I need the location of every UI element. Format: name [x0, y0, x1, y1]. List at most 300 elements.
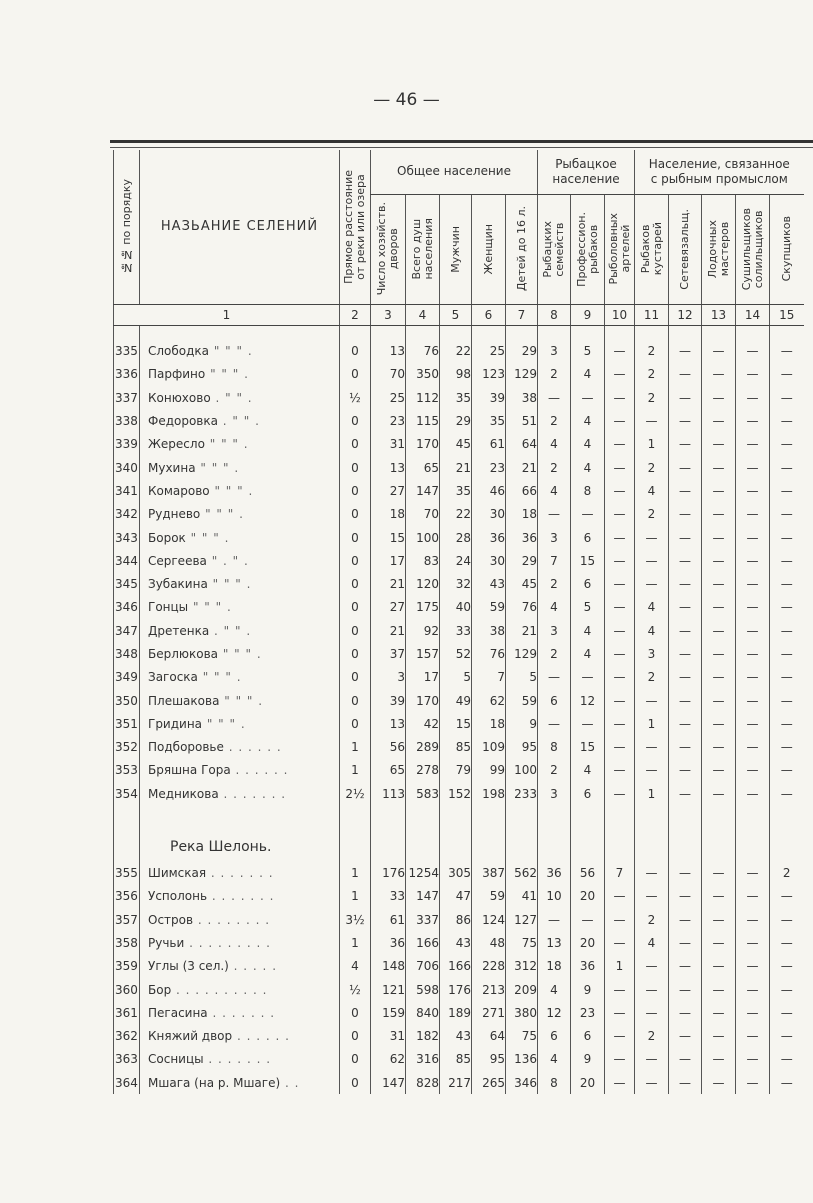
cell-value: —: [571, 666, 605, 689]
cell-value: 147: [406, 479, 440, 502]
table-row: [114, 596, 804, 619]
cell-value: 147: [371, 1071, 406, 1094]
row-number: 356: [114, 885, 140, 908]
leader-dots: . . . . . . .: [218, 786, 287, 801]
cell-value: 4: [538, 978, 571, 1001]
cell-value: 48: [472, 931, 506, 954]
cell-value: 21: [506, 619, 538, 642]
cell-value: 7: [472, 666, 506, 689]
table-row: [114, 363, 804, 386]
cell-value: 76: [472, 642, 506, 665]
header-women: Женщин: [472, 194, 506, 304]
cell-value: 1254: [406, 861, 440, 884]
cell-value: 1: [340, 736, 371, 759]
cell-value: 5: [506, 666, 538, 689]
cell-value: —: [770, 619, 804, 642]
cell-value: 2: [635, 363, 669, 386]
cell-value: —: [635, 736, 669, 759]
header-group-total: Общее население: [371, 150, 538, 194]
settlement-name: [140, 619, 340, 642]
cell-value: 18: [371, 503, 406, 526]
cell-value: 1: [635, 712, 669, 735]
header-professional: Професcион. рыбаков: [571, 194, 605, 304]
cell-value: —: [702, 885, 736, 908]
settlement-name-text: Медникова: [148, 786, 219, 801]
cell-value: 20: [571, 1071, 605, 1094]
cell-value: 100: [406, 526, 440, 549]
header-name: НАЗЬАНИЕ СЕЛЕНИЙ: [140, 150, 340, 304]
cell-value: 95: [506, 736, 538, 759]
cell-value: 380: [506, 1001, 538, 1024]
column-number: 8: [538, 304, 571, 325]
cell-value: 27: [371, 596, 406, 619]
table-row: [114, 782, 804, 805]
cell-value: —: [702, 736, 736, 759]
cell-value: —: [538, 712, 571, 735]
leader-dots: " " " .: [197, 670, 242, 685]
cell-value: —: [605, 503, 635, 526]
cell-value: 12: [571, 689, 605, 712]
settlement-name: [140, 689, 340, 712]
leader-dots: . . . . . . .: [207, 889, 275, 904]
cell-value: 13: [371, 340, 406, 363]
cell-value: 9: [571, 978, 605, 1001]
cell-value: —: [702, 1001, 736, 1024]
leader-dots: " " " .: [188, 600, 232, 615]
settlement-name: [140, 978, 340, 1001]
cell-value: 583: [406, 782, 440, 805]
cell-value: —: [605, 1048, 635, 1071]
cell-value: —: [605, 666, 635, 689]
table-row: [114, 666, 804, 689]
cell-value: 21: [440, 456, 472, 479]
settlement-name: [140, 955, 340, 978]
table-body: [114, 325, 804, 1094]
cell-value: —: [635, 549, 669, 572]
cell-value: 6: [571, 782, 605, 805]
cell-value: 4: [635, 931, 669, 954]
row-number: 337: [114, 386, 140, 409]
settlement-name: [140, 363, 340, 386]
cell-value: —: [605, 736, 635, 759]
spacer-row: [114, 325, 804, 340]
cell-value: 70: [371, 363, 406, 386]
cell-value: 6: [538, 689, 571, 712]
leader-dots: " " " .: [200, 507, 244, 522]
row-number: 355: [114, 861, 140, 884]
cell-value: 0: [340, 456, 371, 479]
cell-value: 17: [371, 549, 406, 572]
cell-value: —: [605, 689, 635, 712]
cell-value: 8: [538, 1071, 571, 1094]
cell-value: —: [736, 736, 770, 759]
cell-value: —: [770, 479, 804, 502]
header-order: №№ по порядку: [114, 150, 140, 304]
cell-value: 92: [406, 619, 440, 642]
cell-value: 43: [472, 572, 506, 595]
cell-value: 4: [538, 479, 571, 502]
cell-value: —: [702, 759, 736, 782]
leader-dots: . . . . . . .: [207, 1005, 276, 1020]
column-number: 6: [472, 304, 506, 325]
row-number: 363: [114, 1048, 140, 1071]
cell-value: —: [770, 1025, 804, 1048]
settlement-name: [140, 479, 340, 502]
row-number: 349: [114, 666, 140, 689]
settlements-table: [113, 150, 804, 1094]
row-number: 338: [114, 409, 140, 432]
settlement-name: [140, 885, 340, 908]
cell-value: —: [736, 712, 770, 735]
cell-value: —: [770, 456, 804, 479]
cell-value: 23: [371, 409, 406, 432]
cell-value: 2: [635, 340, 669, 363]
cell-value: 4: [538, 596, 571, 619]
cell-value: —: [736, 861, 770, 884]
leader-dots: " " " .: [209, 483, 254, 498]
cell-value: 35: [440, 479, 472, 502]
row-number: 353: [114, 759, 140, 782]
table-row: [114, 861, 804, 884]
cell-value: —: [605, 931, 635, 954]
cell-value: —: [571, 712, 605, 735]
cell-value: 64: [472, 1025, 506, 1048]
cell-value: 20: [571, 885, 605, 908]
cell-value: 129: [506, 363, 538, 386]
cell-value: —: [605, 596, 635, 619]
cell-value: 316: [406, 1048, 440, 1071]
cell-value: 32: [440, 572, 472, 595]
section-row: [114, 805, 804, 861]
cell-value: —: [702, 642, 736, 665]
settlement-name-text: Остров: [148, 912, 194, 927]
cell-value: 45: [440, 433, 472, 456]
cell-value: 4: [571, 363, 605, 386]
cell-value: —: [770, 433, 804, 456]
cell-value: —: [702, 978, 736, 1001]
leader-dots: . " " .: [210, 390, 253, 405]
cell-value: 840: [406, 1001, 440, 1024]
cell-value: —: [605, 908, 635, 931]
cell-value: 4: [340, 955, 371, 978]
cell-value: 706: [406, 955, 440, 978]
settlement-name: [140, 409, 340, 432]
table-row: [114, 642, 804, 665]
cell-value: 4: [571, 619, 605, 642]
cell-value: 36: [506, 526, 538, 549]
column-number: 11: [635, 304, 669, 325]
settlement-name-text: Мшага (на р. Мшаге): [148, 1075, 281, 1090]
cell-value: —: [669, 619, 702, 642]
row-number: 350: [114, 689, 140, 712]
cell-value: 176: [371, 861, 406, 884]
cell-value: 120: [406, 572, 440, 595]
cell-value: 152: [440, 782, 472, 805]
cell-value: 35: [472, 409, 506, 432]
cell-value: —: [736, 1001, 770, 1024]
table-row: [114, 1071, 804, 1094]
cell-value: —: [538, 503, 571, 526]
settlement-name-text: Гонцы: [148, 600, 189, 615]
cell-value: 30: [472, 549, 506, 572]
settlement-name: [140, 456, 340, 479]
cell-value: 213: [472, 978, 506, 1001]
row-number: 340: [114, 456, 140, 479]
table-row: [114, 433, 804, 456]
cell-value: 0: [340, 666, 371, 689]
settlement-name-text: Дретенка: [148, 623, 210, 638]
cell-value: —: [702, 689, 736, 712]
cell-value: 2: [538, 642, 571, 665]
table-row: [114, 736, 804, 759]
cell-value: 265: [472, 1071, 506, 1094]
leader-dots: . . . . . .: [230, 763, 289, 778]
settlement-name-text: Бряшна Гора: [148, 763, 231, 778]
cell-value: 15: [571, 549, 605, 572]
cell-value: 337: [406, 908, 440, 931]
row-number: 352: [114, 736, 140, 759]
cell-value: 176: [440, 978, 472, 1001]
cell-value: 25: [371, 386, 406, 409]
cell-value: 59: [506, 689, 538, 712]
cell-value: 2: [635, 908, 669, 931]
column-number: 14: [736, 304, 770, 325]
cell-value: 3: [371, 666, 406, 689]
cell-value: 31: [371, 433, 406, 456]
cell-value: 49: [440, 689, 472, 712]
cell-value: 2: [538, 456, 571, 479]
cell-value: 33: [440, 619, 472, 642]
settlement-name: [140, 572, 340, 595]
cell-value: —: [736, 479, 770, 502]
cell-value: 47: [440, 885, 472, 908]
cell-value: 1: [340, 931, 371, 954]
cell-value: —: [635, 885, 669, 908]
cell-value: —: [702, 386, 736, 409]
cell-value: —: [605, 619, 635, 642]
settlement-name-text: Жересло: [148, 437, 205, 452]
cell-value: 65: [371, 759, 406, 782]
cell-value: 271: [472, 1001, 506, 1024]
cell-value: —: [605, 526, 635, 549]
cell-value: 3: [538, 526, 571, 549]
column-number-row: [114, 304, 804, 325]
cell-value: —: [770, 955, 804, 978]
row-number: 347: [114, 619, 140, 642]
cell-value: 0: [340, 503, 371, 526]
cell-value: 8: [571, 479, 605, 502]
cell-value: —: [669, 1071, 702, 1094]
cell-value: —: [669, 736, 702, 759]
cell-value: 51: [506, 409, 538, 432]
cell-value: 2: [635, 1025, 669, 1048]
settlement-name-text: Шимская: [148, 866, 207, 881]
cell-value: 2: [770, 861, 804, 884]
cell-value: —: [736, 666, 770, 689]
cell-value: —: [702, 526, 736, 549]
cell-value: 43: [440, 931, 472, 954]
cell-value: 0: [340, 409, 371, 432]
row-number: 354: [114, 782, 140, 805]
cell-value: 278: [406, 759, 440, 782]
cell-value: —: [736, 549, 770, 572]
cell-value: —: [736, 572, 770, 595]
cell-value: 0: [340, 712, 371, 735]
cell-value: —: [669, 386, 702, 409]
cell-value: 21: [371, 572, 406, 595]
cell-value: —: [770, 908, 804, 931]
cell-value: 6: [538, 1025, 571, 1048]
cell-value: —: [702, 619, 736, 642]
cell-value: 46: [472, 479, 506, 502]
cell-value: 2: [635, 666, 669, 689]
cell-value: —: [736, 759, 770, 782]
row-number: 346: [114, 596, 140, 619]
header-fish-families: Рыбацких семейств: [538, 194, 571, 304]
cell-value: 0: [340, 1001, 371, 1024]
cell-value: 312: [506, 955, 538, 978]
cell-value: —: [669, 409, 702, 432]
cell-value: —: [702, 782, 736, 805]
table-row: [114, 340, 804, 363]
cell-value: —: [635, 861, 669, 884]
header-group-related: Население, связанное с рыбным промыслом: [635, 150, 804, 194]
cell-value: —: [605, 1025, 635, 1048]
cell-value: 0: [340, 1025, 371, 1048]
cell-value: —: [605, 479, 635, 502]
cell-value: 598: [406, 978, 440, 1001]
cell-value: 29: [440, 409, 472, 432]
cell-value: —: [605, 409, 635, 432]
cell-value: 95: [472, 1048, 506, 1071]
cell-value: 3: [635, 642, 669, 665]
cell-value: 562: [506, 861, 538, 884]
cell-value: 0: [340, 689, 371, 712]
cell-value: 182: [406, 1025, 440, 1048]
cell-value: 7: [538, 549, 571, 572]
cell-value: ½: [340, 978, 371, 1001]
cell-value: 9: [571, 1048, 605, 1071]
cell-value: —: [702, 955, 736, 978]
cell-value: —: [669, 861, 702, 884]
cell-value: 56: [571, 861, 605, 884]
cell-value: —: [669, 955, 702, 978]
cell-value: —: [770, 1048, 804, 1071]
cell-value: 0: [340, 596, 371, 619]
cell-value: —: [770, 340, 804, 363]
header-households: Число хозяйств. дворов: [371, 194, 406, 304]
column-number: 10: [605, 304, 635, 325]
cell-value: 8: [538, 736, 571, 759]
table-row: [114, 1048, 804, 1071]
cell-value: —: [702, 1071, 736, 1094]
row-number: 359: [114, 955, 140, 978]
cell-value: —: [736, 642, 770, 665]
cell-value: —: [702, 861, 736, 884]
cell-value: 24: [440, 549, 472, 572]
row-number: 364: [114, 1071, 140, 1094]
cell-value: —: [669, 503, 702, 526]
cell-value: 6: [571, 1025, 605, 1048]
cell-value: —: [736, 689, 770, 712]
cell-value: 85: [440, 736, 472, 759]
cell-value: 21: [506, 456, 538, 479]
settlement-name: [140, 736, 340, 759]
row-number: 351: [114, 712, 140, 735]
cell-value: 0: [340, 340, 371, 363]
cell-value: —: [770, 931, 804, 954]
header-group-fish: Рыбацкое население: [538, 150, 635, 194]
cell-value: 1: [635, 782, 669, 805]
cell-value: 10: [538, 885, 571, 908]
row-number: 341: [114, 479, 140, 502]
table-row: [114, 908, 804, 931]
cell-value: —: [736, 1048, 770, 1071]
cell-value: —: [702, 340, 736, 363]
cell-value: —: [702, 1025, 736, 1048]
leader-dots: . . . . . .: [223, 740, 282, 755]
cell-value: 2: [538, 363, 571, 386]
cell-value: 39: [472, 386, 506, 409]
cell-value: 85: [440, 1048, 472, 1071]
leader-dots: " " " .: [219, 693, 264, 708]
cell-value: —: [669, 908, 702, 931]
cell-value: 1: [340, 885, 371, 908]
cell-value: —: [605, 978, 635, 1001]
cell-value: 1: [340, 759, 371, 782]
cell-value: 121: [371, 978, 406, 1001]
cell-value: —: [736, 1071, 770, 1094]
cell-value: 5: [571, 596, 605, 619]
row-number: 348: [114, 642, 140, 665]
cell-value: —: [736, 503, 770, 526]
cell-value: 61: [472, 433, 506, 456]
row-number: 343: [114, 526, 140, 549]
cell-value: 228: [472, 955, 506, 978]
settlement-name: [140, 666, 340, 689]
cell-value: 75: [506, 931, 538, 954]
settlement-name-text: Загоска: [148, 670, 198, 685]
settlement-name-text: Пегасина: [148, 1005, 208, 1020]
cell-value: 157: [406, 642, 440, 665]
cell-value: 99: [472, 759, 506, 782]
cell-value: 2: [538, 409, 571, 432]
header-rule: [110, 140, 813, 143]
cell-value: 27: [371, 479, 406, 502]
settlement-name-text: Подборовье: [148, 740, 224, 755]
cell-value: 4: [635, 479, 669, 502]
cell-value: 198: [472, 782, 506, 805]
cell-value: 136: [506, 1048, 538, 1071]
cell-value: 83: [406, 549, 440, 572]
table-row: [114, 1025, 804, 1048]
cell-value: —: [770, 596, 804, 619]
cell-value: 31: [371, 1025, 406, 1048]
cell-value: 20: [571, 931, 605, 954]
settlement-name-text: Руднево: [148, 507, 201, 522]
table-row: [114, 386, 804, 409]
header-dry: Сушильщиков солильщиков: [736, 194, 770, 304]
table-row: [114, 572, 804, 595]
cell-value: —: [770, 363, 804, 386]
row-number: 357: [114, 908, 140, 931]
cell-value: 2: [635, 456, 669, 479]
cell-value: —: [605, 759, 635, 782]
cell-value: 70: [406, 503, 440, 526]
leader-dots: . . . . . .: [232, 1029, 290, 1044]
header-artels: Рыболовных артелей: [605, 194, 635, 304]
cell-value: —: [605, 572, 635, 595]
